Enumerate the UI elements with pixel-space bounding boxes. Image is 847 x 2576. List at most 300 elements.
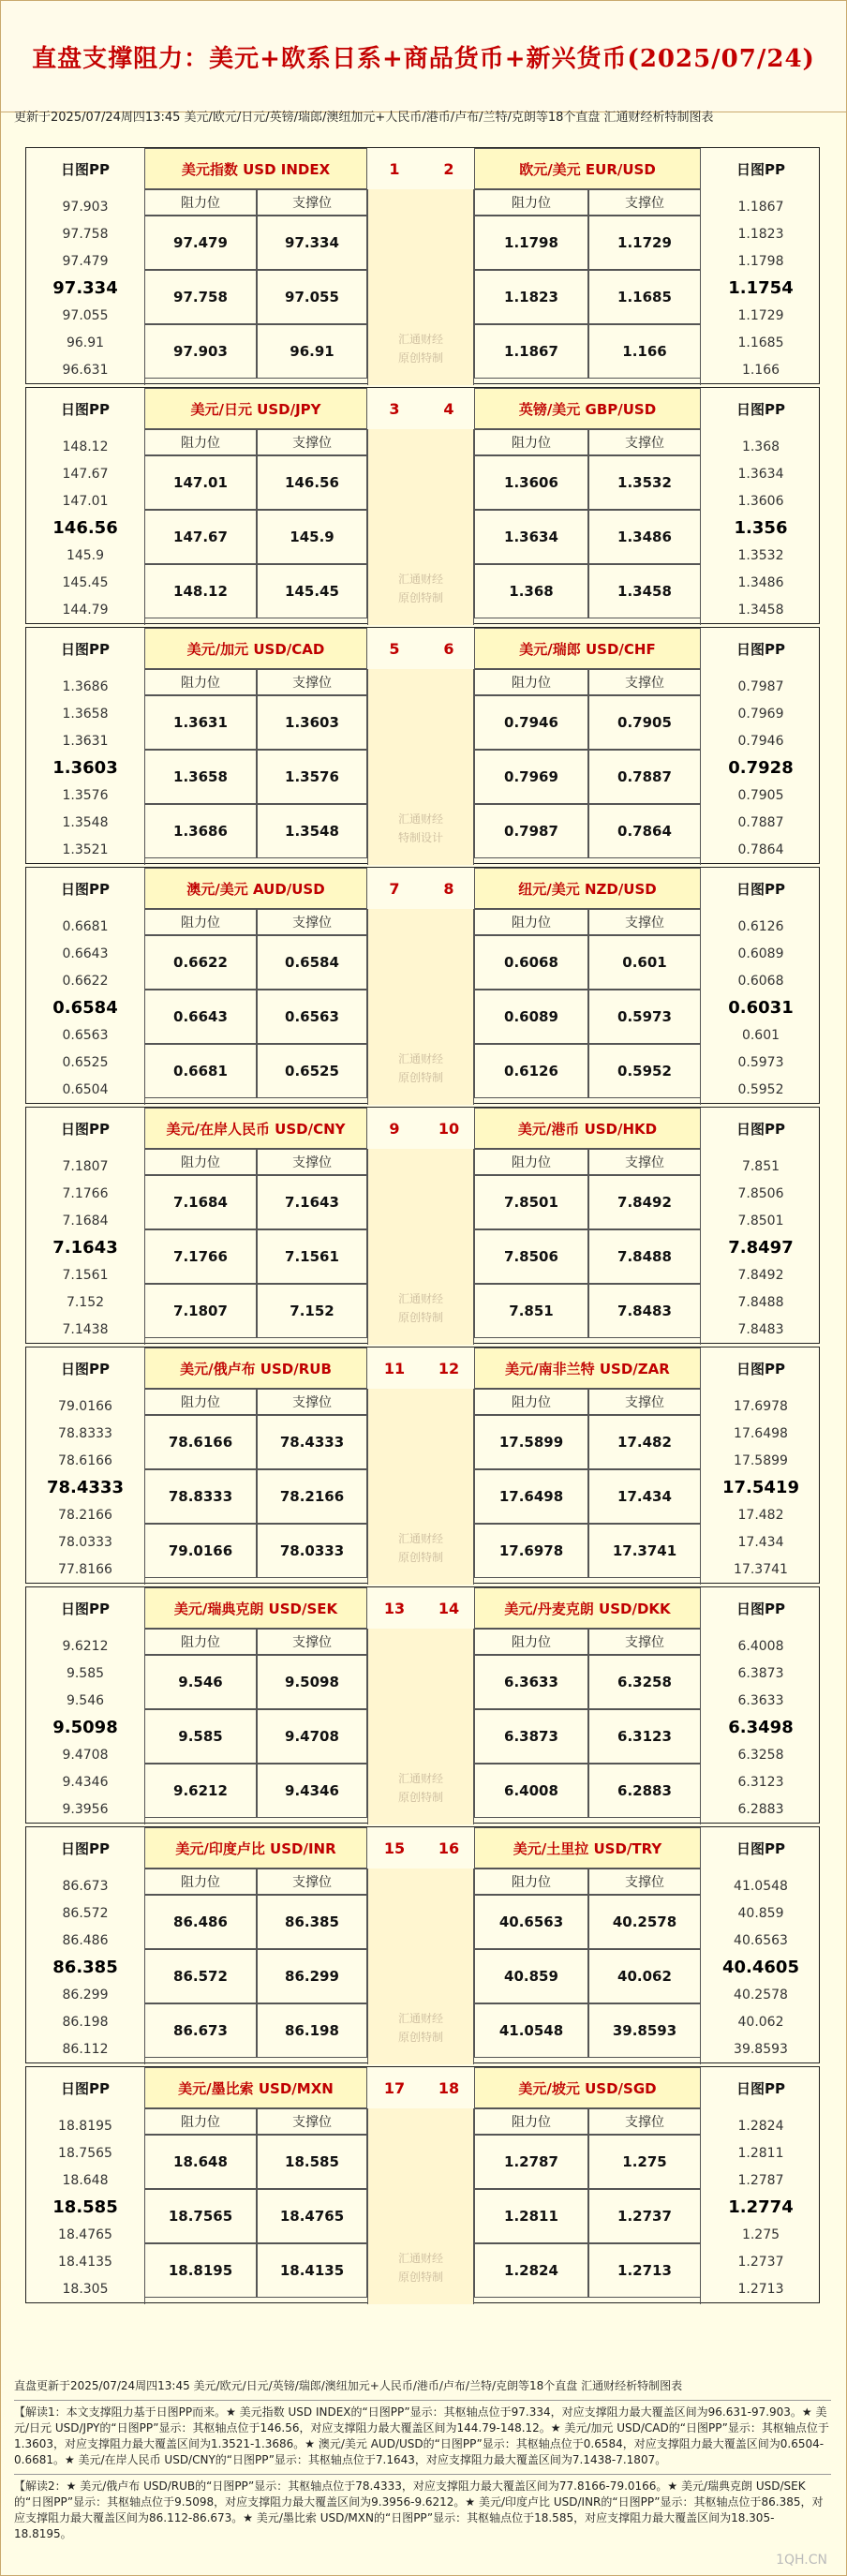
pp-level-right: 0.6068 (737, 973, 784, 989)
footer-note-1: 【解读1：本文支撑阻力基于日图PP而来。★ 美元指数 USD INDEX的“日图PP”显示：其枢轴点位于97.334，对应支撑阻力最大覆盖区间为96.631-97.903。★ 美元/日元 USD/JPY的“日图PP”显示：其枢轴点位于146.56，对应支撑阻力最大覆盖区间为144.79-148.12。★ 美元/加元 USD/CAD的“日图PP”显示：其枢轴点位于1.3603，对应支撑阻力最大覆盖区间为1.3521-1.3686。★ 澳元/美元 AUD/USD的“日图PP”显示：其枢轴点位于0.6584，对应支撑阻力最大覆盖区间为0.6504-0.6681。★ 美元/在岸人民币 USD/CNY的“日图PP”显示：其枢轴点位于7.1643，对应支撑阻力最大覆盖区间为7.1438-7.1807。 (14, 2400, 831, 2468)
pp-level-right: 7.8497 (728, 1238, 794, 1258)
support-value-left: 0.6525 (257, 1044, 367, 1098)
resistance-label-right: 阻力位 (474, 1389, 588, 1415)
support-value-right: 7.8483 (588, 1284, 701, 1338)
watermark-text (367, 1042, 474, 1094)
pp-level-left: 145.45 (62, 575, 109, 591)
pp-level-left: 18.4765 (58, 2227, 112, 2243)
pair-name-left: 美元/瑞典克朗 USD/SEK (144, 1587, 367, 1629)
support-value-right: 1.275 (588, 2135, 701, 2189)
pp-level-left: 18.4135 (58, 2255, 112, 2271)
pp-level-right: 1.2713 (737, 2282, 784, 2298)
support-value-right: 1.1685 (588, 270, 701, 324)
pair-name-left: 美元/印度卢比 USD/INR (144, 1827, 367, 1869)
pp-level-right: 0.7969 (737, 706, 784, 722)
watermark-line: 原创特制 (397, 1791, 443, 1804)
watermark-text (367, 802, 474, 855)
resistance-value-left: 18.648 (144, 2135, 257, 2189)
support-label-left: 支撑位 (257, 189, 367, 216)
footer-update: 直盘更新于2025/07/24周四13:45 美元/欧元/日元/英镑/瑞郎/澳纽加元+人民币/港币/卢布/兰特/克朗等18个直盘 汇通财经析特制图表 (14, 2379, 683, 2392)
pp-level-left: 1.3686 (62, 678, 109, 694)
divider-left (144, 429, 145, 625)
pp-level-left: 79.0166 (58, 1398, 112, 1414)
pp-level-right: 0.5973 (737, 1055, 784, 1071)
resistance-label-right: 阻力位 (474, 429, 588, 455)
site-logo: 1QH.CN (776, 2553, 827, 2568)
pp-header-left: 日图PP (61, 640, 110, 658)
pp-level-left: 1.3631 (62, 733, 109, 749)
resistance-value-left: 0.6622 (144, 935, 257, 990)
support-value-right: 1.166 (588, 324, 701, 379)
pair-number-right: 8 (443, 879, 454, 898)
resistance-label-left: 阻力位 (144, 669, 257, 695)
resistance-value-right: 1.1823 (474, 270, 588, 324)
pp-header-left: 日图PP (61, 2079, 110, 2097)
pp-level-right: 0.7987 (737, 678, 784, 694)
resistance-label-left: 阻力位 (144, 1389, 257, 1415)
resistance-value-right: 6.3873 (474, 1709, 588, 1764)
watermark-line: 汇通财经 (397, 1292, 443, 1305)
pair-number-left: 7 (389, 879, 400, 898)
pp-level-right: 6.3873 (737, 1665, 784, 1681)
divider-left (144, 1869, 145, 2064)
pp-level-left: 97.903 (62, 199, 109, 215)
pp-level-left: 7.152 (66, 1295, 105, 1311)
support-value-left: 1.3576 (257, 750, 367, 804)
pp-level-right: 0.7887 (737, 815, 784, 831)
divider-right (700, 429, 701, 625)
support-value-left: 78.0333 (257, 1524, 367, 1578)
resistance-value-left: 1.3631 (144, 695, 257, 750)
support-label-left: 支撑位 (257, 2108, 367, 2135)
pp-level-left: 1.3576 (62, 788, 109, 804)
pair-name-right: 纽元/美元 NZD/USD (474, 868, 701, 909)
resistance-value-right: 1.2811 (474, 2189, 588, 2243)
support-value-right: 17.3741 (588, 1524, 701, 1578)
resistance-value-left: 97.479 (144, 216, 257, 270)
resistance-value-left: 97.758 (144, 270, 257, 324)
pp-level-left: 18.585 (52, 2197, 118, 2218)
resistance-label-right: 阻力位 (474, 1869, 588, 1895)
pp-level-right: 1.2737 (737, 2255, 784, 2271)
pp-level-left: 9.546 (66, 1692, 105, 1708)
pp-level-right: 40.859 (737, 1905, 784, 1921)
pair-number-left: 13 (383, 1599, 406, 1617)
pp-level-right: 6.3498 (728, 1718, 794, 1738)
pp-level-left: 9.585 (66, 1665, 105, 1681)
pp-level-left: 78.4333 (47, 1478, 124, 1498)
pp-level-right: 1.1729 (737, 308, 784, 324)
pp-level-left: 144.79 (62, 603, 109, 618)
support-label-right: 支撑位 (588, 1629, 701, 1655)
support-value-left: 97.334 (257, 216, 367, 270)
pp-level-right: 0.7905 (737, 788, 784, 804)
watermark-line: 原创特制 (397, 1071, 443, 1084)
support-value-left: 7.152 (257, 1284, 367, 1338)
pp-level-right: 7.8506 (737, 1185, 784, 1201)
support-value-left: 78.4333 (257, 1415, 367, 1469)
resistance-label-left: 阻力位 (144, 1149, 257, 1175)
resistance-label-right: 阻力位 (474, 2108, 588, 2135)
pair-number-left: 9 (389, 1119, 400, 1138)
pp-level-right: 1.1823 (737, 226, 784, 242)
pair-name-left: 美元/在岸人民币 USD/CNY (144, 1108, 367, 1149)
support-label-left: 支撑位 (257, 1389, 367, 1415)
support-value-left: 7.1643 (257, 1175, 367, 1229)
resistance-value-left: 78.6166 (144, 1415, 257, 1469)
support-label-left: 支撑位 (257, 1629, 367, 1655)
pp-level-left: 145.9 (66, 548, 105, 564)
resistance-value-right: 0.6126 (474, 1044, 588, 1098)
pp-level-right: 0.7864 (737, 842, 784, 858)
resistance-label-left: 阻力位 (144, 2108, 257, 2135)
resistance-label-right: 阻力位 (474, 1629, 588, 1655)
pp-level-left: 146.56 (52, 518, 118, 539)
support-value-right: 6.3258 (588, 1655, 701, 1709)
pp-level-right: 1.1685 (737, 335, 784, 351)
pp-header-right: 日图PP (736, 1120, 785, 1138)
resistance-value-left: 1.3658 (144, 750, 257, 804)
pp-header-left: 日图PP (61, 1839, 110, 1857)
resistance-value-right: 6.3633 (474, 1655, 588, 1709)
support-value-right: 6.3123 (588, 1709, 701, 1764)
divider-right (700, 909, 701, 1105)
pp-header-right: 日图PP (736, 880, 785, 898)
support-label-right: 支撑位 (588, 1149, 701, 1175)
pp-level-left: 18.648 (62, 2172, 109, 2188)
resistance-value-left: 1.3686 (144, 804, 257, 858)
pair-name-right: 美元/丹麦克朗 USD/DKK (474, 1587, 701, 1629)
pair-name-right: 欧元/美元 EUR/USD (474, 148, 701, 189)
pp-level-left: 7.1643 (52, 1238, 118, 1258)
pair-name-right: 美元/土里拉 USD/TRY (474, 1827, 701, 1869)
pp-level-left: 0.6681 (62, 918, 109, 934)
pp-level-right: 1.368 (741, 439, 780, 454)
pair-number-right: 4 (443, 399, 454, 418)
pp-level-right: 1.1754 (728, 278, 794, 299)
pp-level-left: 86.486 (62, 1932, 109, 1948)
support-label-left: 支撑位 (257, 1869, 367, 1895)
resistance-value-right: 0.7987 (474, 804, 588, 858)
pp-level-left: 78.8333 (58, 1425, 112, 1441)
support-value-left: 9.4346 (257, 1764, 367, 1818)
support-value-left: 97.055 (257, 270, 367, 324)
resistance-value-right: 0.6068 (474, 935, 588, 990)
pp-header-right: 日图PP (736, 400, 785, 418)
pp-level-left: 77.8166 (58, 1562, 112, 1578)
support-value-left: 86.385 (257, 1895, 367, 1949)
support-value-left: 146.56 (257, 455, 367, 510)
watermark-text (367, 1522, 474, 1574)
divider-left (144, 1389, 145, 1585)
resistance-value-left: 78.8333 (144, 1469, 257, 1524)
pair-block (25, 2066, 820, 2303)
support-value-right: 0.5973 (588, 990, 701, 1044)
pair-name-left: 美元指数 USD INDEX (144, 148, 367, 189)
pp-level-right: 41.0548 (734, 1878, 788, 1894)
support-value-right: 1.3532 (588, 455, 701, 510)
support-value-right: 17.482 (588, 1415, 701, 1469)
pp-level-right: 7.851 (741, 1158, 780, 1174)
watermark-line: 汇通财经 (397, 1052, 443, 1065)
pp-level-left: 0.6525 (62, 1055, 109, 1071)
pp-header-left: 日图PP (61, 1120, 110, 1138)
resistance-value-right: 1.3606 (474, 455, 588, 510)
pp-level-right: 17.482 (737, 1508, 784, 1524)
support-value-left: 145.9 (257, 510, 367, 564)
pair-block (25, 1586, 820, 1824)
divider-left (144, 189, 145, 385)
resistance-value-left: 9.585 (144, 1709, 257, 1764)
support-value-left: 86.299 (257, 1949, 367, 2003)
pair-name-left: 美元/日元 USD/JPY (144, 388, 367, 429)
resistance-value-right: 7.8506 (474, 1229, 588, 1284)
support-value-left: 9.5098 (257, 1655, 367, 1709)
pp-level-left: 86.198 (62, 2015, 109, 2031)
pp-level-left: 7.1561 (62, 1268, 109, 1284)
support-label-left: 支撑位 (257, 669, 367, 695)
pp-level-right: 0.601 (741, 1028, 780, 1044)
watermark-line: 原创特制 (397, 1311, 443, 1324)
resistance-value-right: 17.6978 (474, 1524, 588, 1578)
support-value-right: 0.7864 (588, 804, 701, 858)
pair-name-right: 英镑/美元 GBP/USD (474, 388, 701, 429)
pp-level-right: 0.6031 (728, 998, 794, 1019)
pp-level-left: 78.6166 (58, 1452, 112, 1468)
pair-number-right: 6 (443, 639, 454, 658)
divider-left (144, 669, 145, 865)
pair-number-left: 5 (389, 639, 400, 658)
watermark-text (367, 322, 474, 375)
watermark-line: 汇通财经 (397, 333, 443, 346)
pp-level-left: 9.4708 (62, 1748, 109, 1764)
resistance-label-left: 阻力位 (144, 189, 257, 216)
pp-level-right: 6.3633 (737, 1692, 784, 1708)
pp-level-right: 0.6126 (737, 918, 784, 934)
pp-level-right: 7.8483 (737, 1322, 784, 1338)
pp-level-left: 78.2166 (58, 1508, 112, 1524)
pair-number-right: 12 (438, 1359, 460, 1377)
pair-number-left: 15 (383, 1839, 406, 1857)
resistance-value-left: 148.12 (144, 564, 257, 618)
pp-level-right: 1.166 (741, 363, 780, 379)
pp-level-left: 1.3521 (62, 842, 109, 858)
resistance-value-right: 40.859 (474, 1949, 588, 2003)
pair-number-left: 3 (389, 399, 400, 418)
divider-right (700, 2108, 701, 2304)
pp-level-left: 1.3658 (62, 706, 109, 722)
resistance-value-right: 1.1867 (474, 324, 588, 379)
pp-level-left: 96.91 (66, 335, 105, 351)
pp-level-right: 1.2824 (737, 2118, 784, 2134)
pp-level-left: 7.1684 (62, 1213, 109, 1228)
support-value-left: 86.198 (257, 2003, 367, 2058)
resistance-value-left: 18.7565 (144, 2189, 257, 2243)
pair-name-right: 美元/坡元 USD/SGD (474, 2067, 701, 2108)
pp-level-left: 9.6212 (62, 1638, 109, 1654)
pp-level-right: 7.8501 (737, 1213, 784, 1228)
pair-block (25, 867, 820, 1104)
watermark-line: 原创特制 (397, 351, 443, 365)
pp-header-left: 日图PP (61, 160, 110, 178)
pp-level-right: 6.4008 (737, 1638, 784, 1654)
watermark-line: 汇通财经 (397, 812, 443, 826)
resistance-value-right: 1.2824 (474, 2243, 588, 2298)
pair-block (25, 387, 820, 624)
pp-header-right: 日图PP (736, 160, 785, 178)
pp-level-left: 18.305 (62, 2282, 109, 2298)
pp-level-left: 96.631 (62, 363, 109, 379)
resistance-value-left: 86.673 (144, 2003, 257, 2058)
divider-right (700, 189, 701, 385)
support-value-right: 0.7887 (588, 750, 701, 804)
pp-level-left: 78.0333 (58, 1535, 112, 1551)
resistance-value-right: 0.7946 (474, 695, 588, 750)
pp-level-right: 1.356 (734, 518, 788, 539)
resistance-label-left: 阻力位 (144, 429, 257, 455)
pp-level-left: 9.4346 (62, 1775, 109, 1791)
watermark-line: 汇通财经 (397, 2012, 443, 2025)
resistance-value-right: 1.368 (474, 564, 588, 618)
pp-level-right: 1.2774 (728, 2197, 794, 2218)
support-value-left: 1.3548 (257, 804, 367, 858)
support-value-left: 18.585 (257, 2135, 367, 2189)
pp-header-left: 日图PP (61, 400, 110, 418)
resistance-value-left: 86.572 (144, 1949, 257, 2003)
pair-number-right: 2 (443, 159, 454, 178)
support-value-right: 17.434 (588, 1469, 701, 1524)
resistance-value-right: 17.5899 (474, 1415, 588, 1469)
pp-level-left: 1.3548 (62, 815, 109, 831)
pp-level-left: 86.299 (62, 1988, 109, 2003)
pp-level-right: 1.275 (741, 2227, 780, 2243)
pp-header-right: 日图PP (736, 1600, 785, 1617)
pp-level-left: 9.3956 (62, 1802, 109, 1818)
resistance-value-left: 86.486 (144, 1895, 257, 1949)
resistance-value-left: 9.6212 (144, 1764, 257, 1818)
pp-level-right: 1.3634 (737, 466, 784, 482)
support-label-right: 支撑位 (588, 189, 701, 216)
pp-level-left: 9.5098 (52, 1718, 118, 1738)
pp-level-right: 7.8488 (737, 1295, 784, 1311)
pp-header-right: 日图PP (736, 1360, 785, 1377)
pp-header-left: 日图PP (61, 1360, 110, 1377)
support-value-right: 6.2883 (588, 1764, 701, 1818)
pp-level-left: 18.8195 (58, 2118, 112, 2134)
support-value-left: 78.2166 (257, 1469, 367, 1524)
pp-level-right: 7.8492 (737, 1268, 784, 1284)
pp-level-right: 1.2787 (737, 2172, 784, 2188)
resistance-value-right: 0.6089 (474, 990, 588, 1044)
resistance-label-left: 阻力位 (144, 1629, 257, 1655)
support-value-right: 1.1729 (588, 216, 701, 270)
pair-number-right: 16 (438, 1839, 460, 1857)
pair-number-right: 18 (438, 2078, 460, 2097)
pp-level-left: 97.055 (62, 308, 109, 324)
support-value-right: 1.2713 (588, 2243, 701, 2298)
resistance-value-left: 18.8195 (144, 2243, 257, 2298)
watermark-line: 汇通财经 (397, 2252, 443, 2265)
pp-header-left: 日图PP (61, 1600, 110, 1617)
support-value-left: 0.6584 (257, 935, 367, 990)
watermark-text (367, 2002, 474, 2054)
pp-level-left: 148.12 (62, 439, 109, 454)
support-value-left: 7.1561 (257, 1229, 367, 1284)
pp-level-right: 17.6978 (734, 1398, 788, 1414)
pp-level-right: 1.3486 (737, 575, 784, 591)
pp-level-right: 40.062 (737, 2015, 784, 2031)
resistance-value-right: 6.4008 (474, 1764, 588, 1818)
pp-header-right: 日图PP (736, 1839, 785, 1857)
resistance-value-right: 40.6563 (474, 1895, 588, 1949)
resistance-value-right: 1.1798 (474, 216, 588, 270)
divider-left (144, 2108, 145, 2304)
support-label-left: 支撑位 (257, 429, 367, 455)
support-value-left: 18.4135 (257, 2243, 367, 2298)
page-subtitle: 更新于2025/07/24周四13:45 美元/欧元/日元/英镑/瑞郎/澳纽加元+人民币/港币/卢布/兰特/克朗等18个直盘 汇通财经析特制图表 (14, 111, 714, 125)
resistance-value-left: 97.903 (144, 324, 257, 379)
pp-level-left: 0.6504 (62, 1082, 109, 1098)
resistance-label-left: 阻力位 (144, 1869, 257, 1895)
pair-name-right: 美元/瑞郎 USD/CHF (474, 628, 701, 669)
resistance-value-left: 147.67 (144, 510, 257, 564)
pp-level-right: 40.2578 (734, 1988, 788, 2003)
pair-block (25, 147, 820, 384)
pp-level-right: 17.3741 (734, 1562, 788, 1578)
watermark-text (367, 562, 474, 615)
pp-level-right: 0.7928 (728, 758, 794, 779)
pp-level-right: 1.3532 (737, 548, 784, 564)
watermark-line: 汇通财经 (397, 1772, 443, 1785)
support-value-left: 1.3603 (257, 695, 367, 750)
resistance-value-left: 9.546 (144, 1655, 257, 1709)
watermark-line: 汇通财经 (397, 1532, 443, 1545)
resistance-label-right: 阻力位 (474, 669, 588, 695)
support-value-right: 7.8492 (588, 1175, 701, 1229)
support-label-right: 支撑位 (588, 669, 701, 695)
footer-note-2: 【解读2：★ 美元/俄卢布 USD/RUB的“日图PP”显示：其枢轴点位于78.4333，对应支撑阻力最大覆盖区间为77.8166-79.0166。★ 美元/瑞典克朗 USD/SEK的“日图PP”显示：其枢轴点位于9.5098，对应支撑阻力最大覆盖区间为9.3956-9.6212。★ 美元/印度卢比 USD/INR的“日图PP”显示：其枢轴点位于86.385，对应支撑阻力最大覆盖区间为86.112-86.673。★ 美元/墨比索 USD/MXN的“日图PP”显示：其枢轴点位于18.585，对应支撑阻力最大覆盖区间为18.305-18.8195。 (14, 2474, 831, 2542)
pair-block (25, 1107, 820, 1344)
pp-level-right: 17.434 (737, 1535, 784, 1551)
pp-level-left: 0.6563 (62, 1028, 109, 1044)
pp-header-right: 日图PP (736, 640, 785, 658)
pp-level-left: 0.6643 (62, 946, 109, 961)
pp-level-right: 17.5899 (734, 1452, 788, 1468)
pp-level-left: 86.673 (62, 1878, 109, 1894)
pp-level-right: 1.1867 (737, 199, 784, 215)
footer (14, 2378, 831, 2548)
resistance-value-left: 7.1766 (144, 1229, 257, 1284)
pp-level-right: 1.3606 (737, 493, 784, 509)
watermark-text (367, 1762, 474, 1814)
support-label-right: 支撑位 (588, 429, 701, 455)
support-value-left: 0.6563 (257, 990, 367, 1044)
pp-level-left: 7.1766 (62, 1185, 109, 1201)
page-title: 直盘支撑阻力：美元+欧系日系+商品货币+新兴货币(2025/07/24) (1, 1, 846, 112)
watermark-line: 汇通财经 (397, 573, 443, 586)
pair-block (25, 1826, 820, 2063)
support-value-left: 9.4708 (257, 1709, 367, 1764)
pp-level-left: 97.758 (62, 226, 109, 242)
pair-number-left: 17 (383, 2078, 406, 2097)
divider-right (700, 1149, 701, 1345)
divider-left (144, 1149, 145, 1345)
pair-name-right: 美元/港币 USD/HKD (474, 1108, 701, 1149)
watermark-text (367, 2241, 474, 2294)
resistance-value-left: 0.6681 (144, 1044, 257, 1098)
support-value-left: 18.4765 (257, 2189, 367, 2243)
pp-level-right: 6.3123 (737, 1775, 784, 1791)
